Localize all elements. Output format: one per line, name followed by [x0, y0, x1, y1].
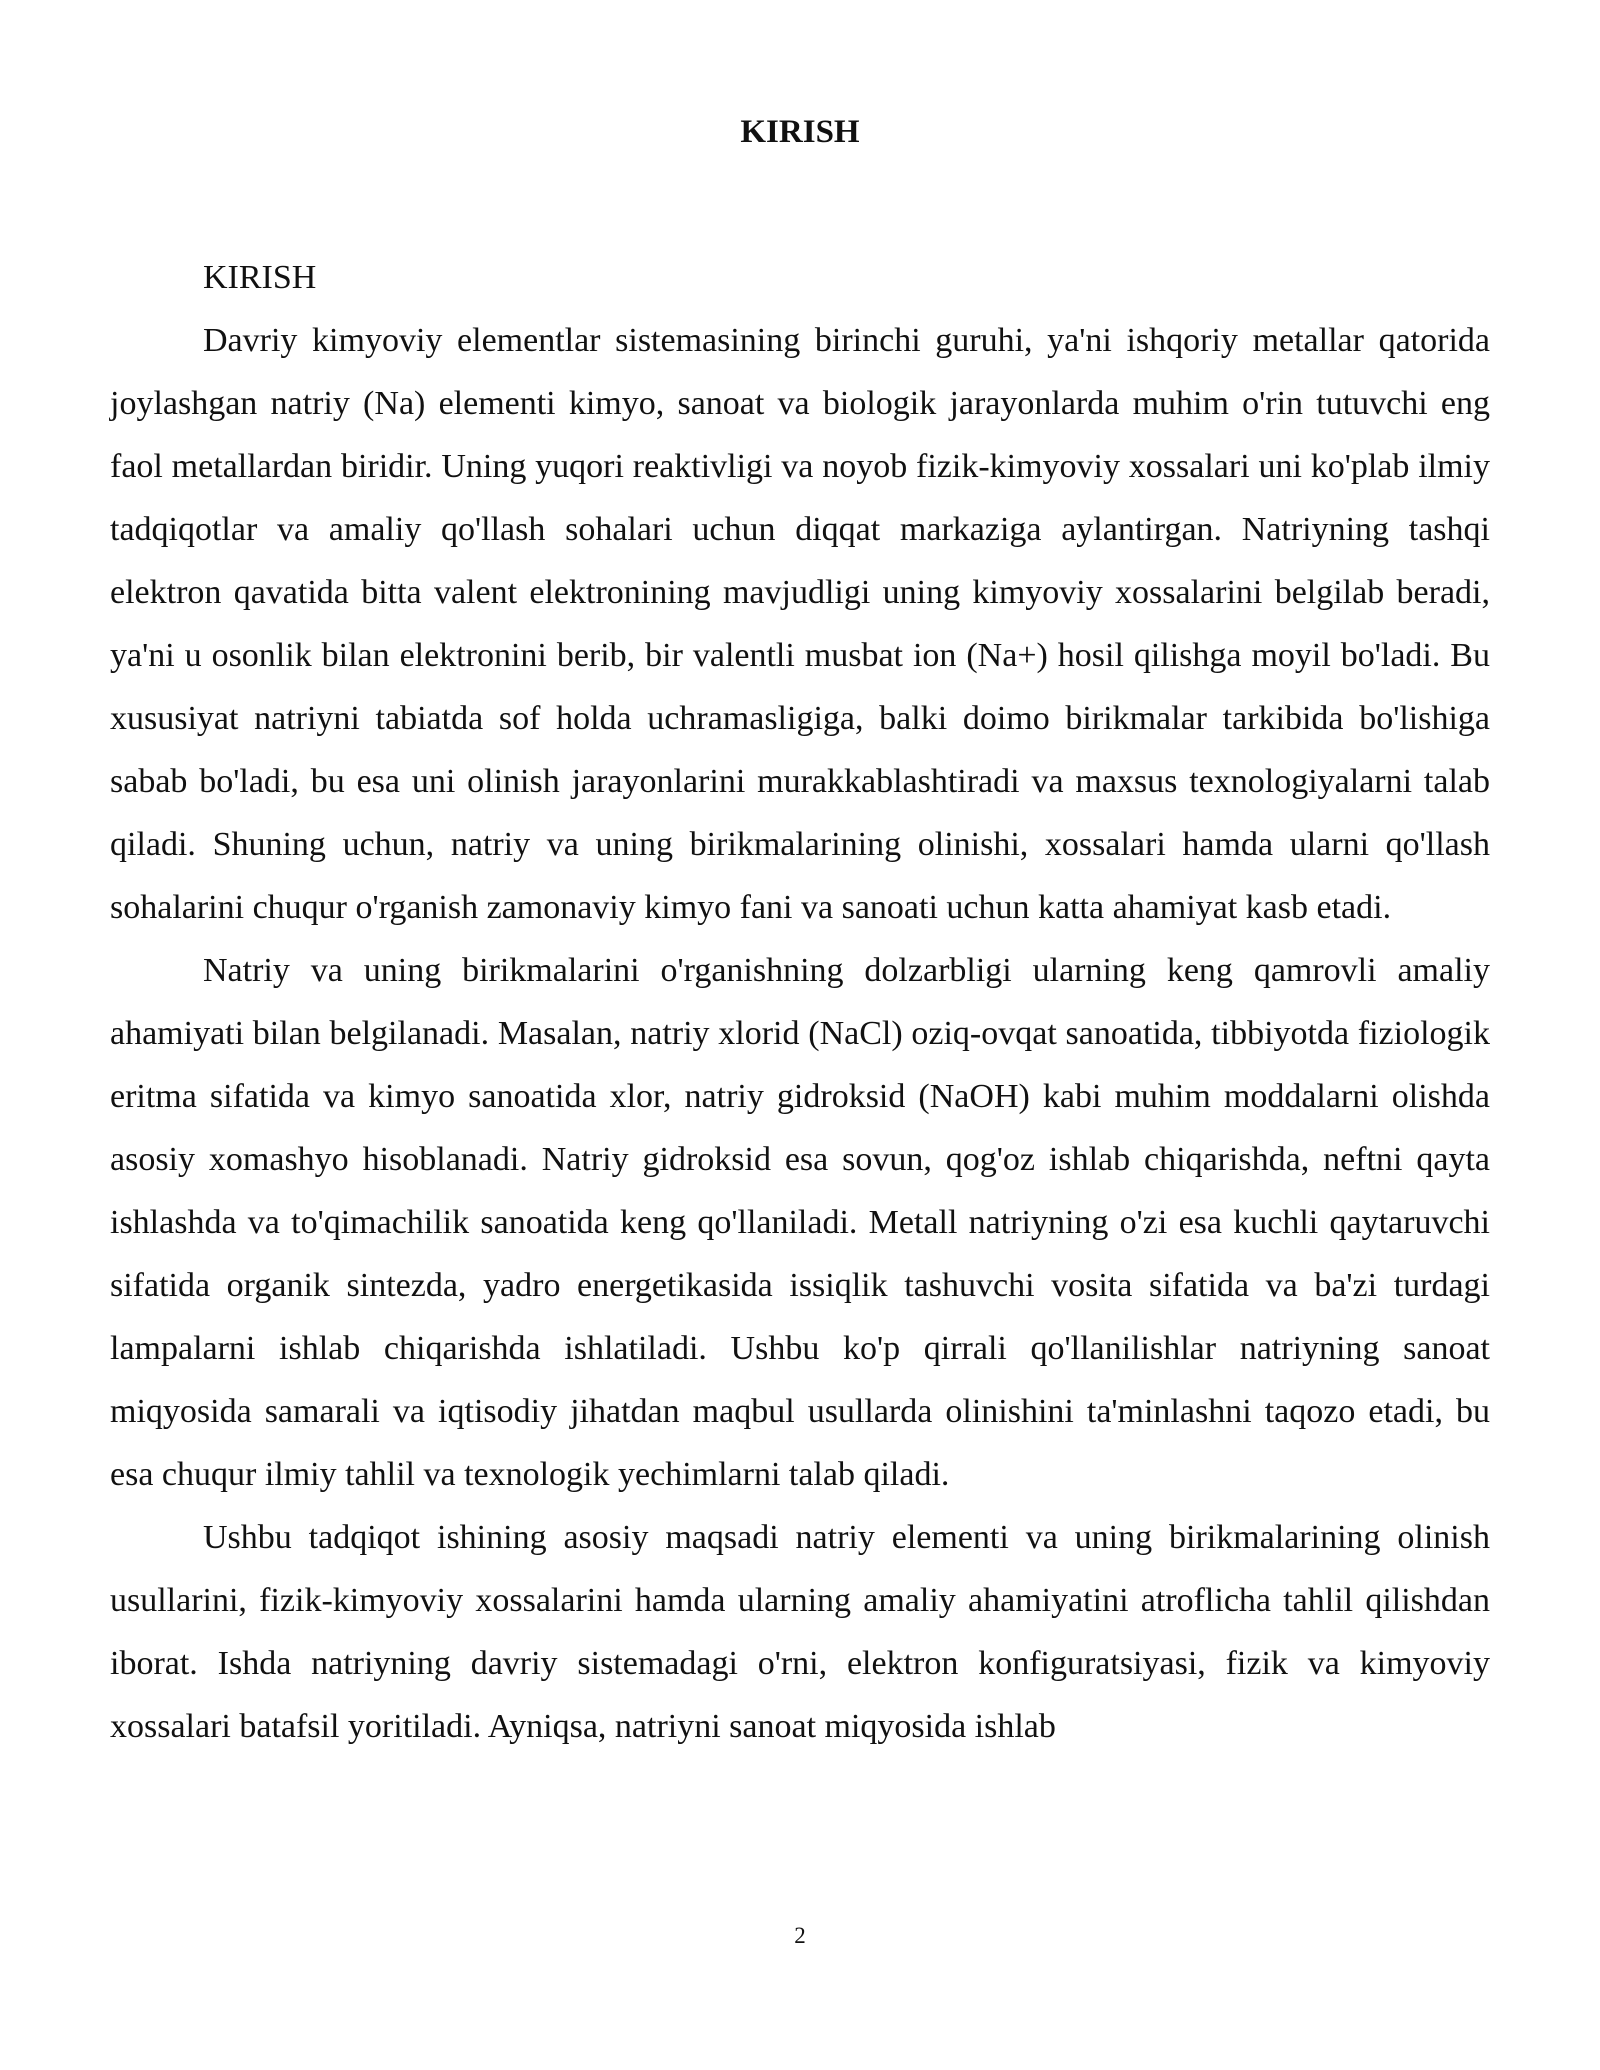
body-text: [110, 246, 1490, 1758]
page-title: KIRISH: [740, 114, 860, 150]
paragraph-3: Ushbu tadqiqot ishining asosiy maqsadi natriy elementi va uning birikmalarining olinish usullarini, fizik-kimyoviy xossalarini hamda ularning amaliy ahamiyatini atroflicha tahlil qilishdan iborat. Ishda natriyning davriy sistemadagi o'rni, elektron konfiguratsiyasi, fizik va kimyoviy xossalari batafsil yoritiladi. Ayniqsa, natriyni sanoat miqyosida ishlab: [110, 1519, 1490, 1745]
section-heading: KIRISH: [203, 259, 317, 296]
paragraph-2: Natriy va uning birikmalarini o'rganishning dolzarbligi ularning keng qamrovli amaliy ahamiyati bilan belgilanadi. Masalan, natriy xlorid (NaCl) oziq-ovqat sanoatida, tibbiyotda fiziologik eritma sifatida va kimyo sanoatida xlor, natriy gidroksid (NaOH) kabi muhim moddalarni olishda asosiy xomashyo hisoblanadi. Natriy gidroksid esa sovun, qog'oz ishlab chiqarishda, neftni qayta ishlashda va to'qimachilik sanoatida keng qo'llaniladi. Metall natriyning o'zi esa kuchli qaytaruvchi sifatida organik sintezda, yadro energetikasida issiqlik tashuvchi vosita sifatida va ba'zi turdagi lampalarni ishlab chiqarishda ishlatiladi. Ushbu ko'p qirrali qo'llanilishlar natriyning sanoat miqyosida samarali va iqtisodiy jihatdan maqbul usullarda olinishini ta'minlashni taqozo etadi, bu esa chuqur ilmiy tahlil va texnologik yechimlarni talab qiladi.: [110, 952, 1490, 1493]
paragraph-1: Davriy kimyoviy elementlar sistemasining birinchi guruhi, ya'ni ishqoriy metallar qatorida joylashgan natriy (Na) elementi kimyo, sanoat va biologik jarayonlarda muhim o'rin tutuvchi eng faol metallardan biridir. Uning yuqori reaktivligi va noyob fizik-kimyoviy xossalari uni ko'plab ilmiy tadqiqotlar va amaliy qo'llash sohalari uchun diqqat markaziga aylantirgan. Natriyning tashqi elektron qavatida bitta valent elektronining mavjudligi uning kimyoviy xossalarini belgilab beradi, ya'ni u osonlik bilan elektronini berib, bir valentli musbat ion (Na+) hosil qilishga moyil bo'ladi. Bu xususiyat natriyni tabiatda sof holda uchramasligiga, balki doimo birikmalar tarkibida bo'lishiga sabab bo'ladi, bu esa uni olinish jarayonlarini murakkablashtiradi va maxsus texnologiyalarni talab qiladi. Shuning uchun, natriy va uning birikmalarining olinishi, xossalari hamda ularni qo'llash sohalarini chuqur o'rganish zamonaviy kimyo fani va sanoati uchun katta ahamiyat kasb etadi.: [110, 322, 1490, 926]
page-number: 2: [794, 1923, 806, 1948]
